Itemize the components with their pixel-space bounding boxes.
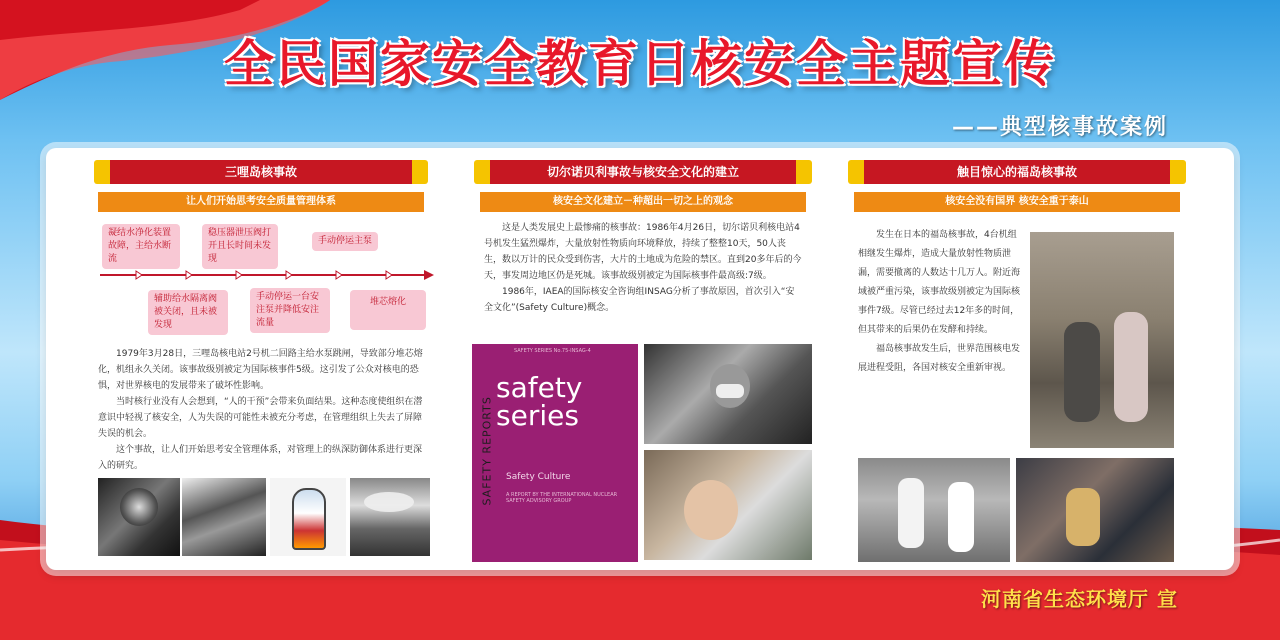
- paragraph: 当时核行业没有人会想到，“人的干预”会带来负面结果。这种态度使组织在潜意识中轻视了核安全，人为失误的可能性未被充分考虑，在管理组织上失去了屏障失误的机会。: [98, 397, 423, 439]
- column-subheading: 核安全没有国界 核安全重于泰山: [854, 192, 1180, 212]
- book-header: SAFETY SERIES No.75-INSAG-4: [514, 348, 591, 354]
- child-patient-photo: [644, 450, 812, 560]
- family-in-debris-photo: [1030, 232, 1174, 448]
- paragraph: 1979年3月28日，三哩岛核电站2号机二回路主给水泵跳闸，导致部分堆芯熔化，机组永久关闭。该事故级别被定为国际核事件5级。这引发了公众对核电的恐惧，对世界核电的发展带来了破坏性影响。: [98, 349, 423, 391]
- timeline-event: 稳压器泄压阀打开且长时间未发现: [202, 224, 278, 269]
- page-subtitle: ——典型核事故案例: [951, 115, 1168, 140]
- book-blurb: A REPORT BY THE INTERNATIONAL NUCLEAR SAFETY ADVISORY GROUP: [506, 492, 618, 504]
- timeline-event: 手动停运一台安注泵并降低安注流量: [250, 288, 330, 333]
- timeline-event: 堆芯熔化: [350, 290, 426, 330]
- paragraph: 发生在日本的福岛核事故，4台机组相继发生爆炸，造成大量放射性物质泄漏，需要撤离的人数达十几万人。附近海域被严重污染，该事故级别被定为国际核事件7级。尽管已经过去12年多的时间，但其带来的后果仍在发酵和持续。: [858, 230, 1021, 335]
- column-subheading: 让人们开始思考安全质量管理体系: [98, 192, 424, 212]
- column-heading: 三哩岛核事故: [98, 160, 424, 184]
- safety-series-book-cover: [472, 344, 638, 562]
- column-body: [98, 346, 424, 474]
- issuer-label: 河南省生态环境厅 宣: [981, 587, 1178, 611]
- paragraph: 1986年，IAEA的国际核安全咨询组INSAG分析了事故原因，首次引入“安全文化”(Safety Culture)概念。: [484, 287, 795, 313]
- column-three-mile-island: [98, 160, 424, 474]
- book-title: safety series: [496, 371, 583, 432]
- column-body: [478, 220, 808, 316]
- paragraph: 这是人类发展史上最惨痛的核事故：1986年4月26日，切尔诺贝利核电站4号机发生猛烈爆炸，大量放射性物质向环境释放，持续了整整10天，50人丧生，数以万计的民众受到伤害，大片的土地成为危险的禁区。直到20多年后的今天，事发周边地区仍是死城。该事故级别被定为国际核事件最高级:7级。: [484, 223, 802, 281]
- children-with-masks-photo: [644, 344, 812, 444]
- column-heading: 触目惊心的福岛核事故: [852, 160, 1182, 184]
- accident-timeline: [98, 218, 424, 334]
- power-plant-aerial-photo: [350, 478, 430, 556]
- column-body: [858, 226, 1022, 378]
- column-subheading: 核安全文化建立－种超出一切之上的观念: [480, 192, 806, 212]
- timeline-event: 辅助给水隔离阀被关闭，且未被发现: [148, 290, 228, 335]
- book-spine: SAFETY REPORTS: [480, 396, 494, 506]
- hazmat-workers-photo: [858, 458, 1010, 562]
- paragraph: 这个事故，让人们开始思考安全管理体系，对管理上的纵深防御体系进行更深入的研究。: [98, 445, 423, 471]
- content-board: [46, 148, 1234, 570]
- timeline-event: 手动停运主泵: [312, 232, 378, 251]
- timeline-arrow: [98, 268, 438, 282]
- column-fukushima: [852, 160, 1182, 373]
- column-chernobyl: [478, 160, 808, 506]
- timeline-event: 凝结水净化装置故障，主给水断流: [102, 224, 180, 269]
- reactor-ruins-photo: [182, 478, 266, 556]
- paragraph: 福岛核事故发生后，世界范围核电发展进程受阻，各国对核安全重新审视。: [858, 344, 1021, 373]
- book-subtitle: Safety Culture: [506, 472, 571, 482]
- reactor-control-room-photo: [98, 478, 180, 556]
- page-title: 全民国家安全教育日核安全主题宣传: [224, 35, 1056, 93]
- column-heading: 切尔诺贝利事故与核安全文化的建立: [478, 160, 808, 184]
- evacuees-photo: [1016, 458, 1174, 562]
- reactor-diagram-image: [270, 478, 346, 556]
